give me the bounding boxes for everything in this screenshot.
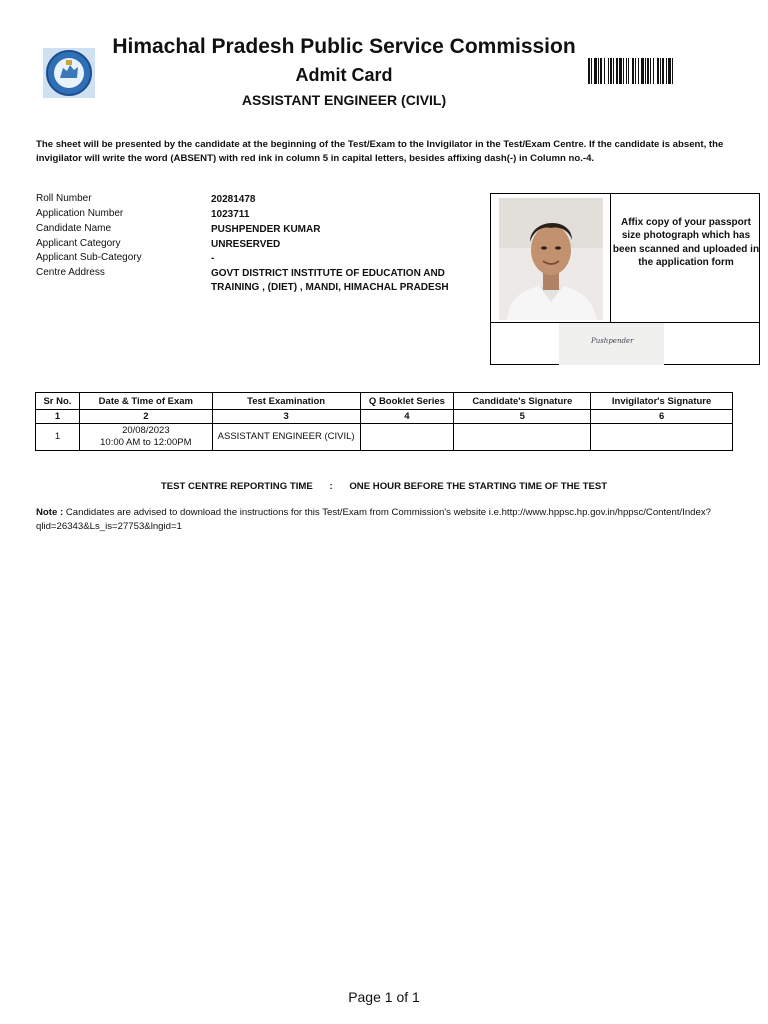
- column-number: 4: [360, 410, 454, 424]
- table-header: Candidate's Signature: [454, 393, 591, 410]
- table-header: Date & Time of Exam: [79, 393, 212, 410]
- post-title: ASSISTANT ENGINEER (CIVIL): [241, 92, 447, 108]
- candidate-signature-image: [559, 323, 664, 365]
- table-row: [36, 424, 733, 451]
- info-value: 20281478: [211, 194, 256, 205]
- column-number-row: [36, 410, 733, 424]
- signature-scribble: Pushpender: [591, 337, 634, 345]
- column-number: 3: [212, 410, 360, 424]
- invigilator-signature-cell: [591, 424, 733, 451]
- info-row-roll-number: [36, 193, 476, 207]
- note-label: Note :: [36, 507, 64, 518]
- exam-table: [35, 392, 733, 451]
- booklet-series-cell: [360, 424, 454, 451]
- info-label: Candidate Name: [36, 223, 112, 234]
- reporting-time: [0, 481, 768, 492]
- info-label: Roll Number: [36, 193, 92, 204]
- info-label: Applicant Category: [36, 238, 121, 249]
- info-value: GOVT DISTRICT INSTITUTE OF EDUCATION AND TRAINING , (DIET) , MANDI, HIMACHAL PRADESH: [211, 268, 449, 293]
- test-examination-cell: ASSISTANT ENGINEER (CIVIL): [212, 424, 360, 451]
- info-label: Applicant Sub-Category: [36, 252, 142, 263]
- affix-photo-instruction: Affix copy of your passport size photograph which has been scanned and uploaded in the application form: [612, 217, 760, 268]
- info-label: Centre Address: [36, 267, 105, 278]
- column-number: 6: [591, 410, 733, 424]
- date-time-cell: [79, 424, 212, 451]
- table-header: Invigilator's Signature: [591, 393, 733, 410]
- instructions-text: The sheet will be presented by the candidate at the beginning of the Test/Exam to the Invigilator in the Test/Exam Centre. If the candidate is absent, the invigilator will write the word (ABSENT) with red ink in column 5 in capital letters, besides affixing dash(-) in Column no.-4.: [36, 139, 724, 164]
- table-header-row: [36, 393, 733, 410]
- candidate-signature-cell: [454, 424, 591, 451]
- organization-title: Himachal Pradesh Public Service Commission: [112, 35, 576, 58]
- photo-box: [490, 193, 760, 365]
- reporting-time-separator: :: [329, 481, 333, 492]
- sr-no-cell: 1: [36, 424, 80, 451]
- exam-date: 20/08/2023: [122, 425, 170, 436]
- table-header: Q Booklet Series: [360, 393, 454, 410]
- info-label: Application Number: [36, 208, 124, 219]
- info-row-applicant-category: [36, 238, 476, 252]
- column-number: 2: [79, 410, 212, 424]
- reporting-time-label: TEST CENTRE REPORTING TIME: [160, 481, 313, 492]
- info-value: UNRESERVED: [211, 239, 281, 250]
- info-row-candidate-name: [36, 223, 476, 237]
- exam-time: 10:00 AM to 12:00PM: [100, 437, 192, 448]
- info-row-applicant-sub-category: [36, 252, 476, 266]
- column-number: 5: [454, 410, 591, 424]
- note-text: Candidates are advised to download the instructions for this Test/Exam from Commission's website i.e.http://www.hppsc.hp.gov.in/hppsc/Content/Index?qlid=26343&Ls_is=27753&lngid=1: [36, 507, 711, 532]
- info-value: PUSHPENDER KUMAR: [211, 224, 321, 235]
- table-header: Sr No.: [36, 393, 80, 410]
- note: [36, 506, 736, 533]
- info-row-application-number: [36, 208, 476, 222]
- document-title: Admit Card: [295, 65, 393, 85]
- page-number: Page 1 of 1: [348, 989, 420, 1005]
- table-header: Test Examination: [212, 393, 360, 410]
- candidate-photo: [499, 198, 603, 320]
- reporting-time-value: ONE HOUR BEFORE THE STARTING TIME OF THE TEST: [349, 481, 608, 492]
- info-value: 1023711: [211, 209, 250, 220]
- info-row-centre-address: [36, 267, 476, 297]
- column-number: 1: [36, 410, 80, 424]
- info-value: -: [211, 253, 215, 264]
